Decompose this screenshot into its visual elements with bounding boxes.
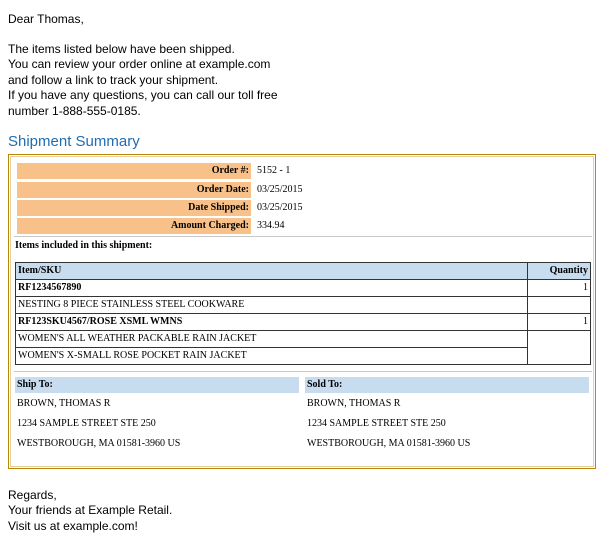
order-number-label: Order #: (17, 163, 251, 179)
item-sku: RF123SKU4567/ROSE XSML WMNS (16, 314, 528, 331)
sold-to-label: Sold To: (305, 377, 589, 393)
order-date-value: 03/25/2015 (257, 184, 303, 195)
item-sku: RF1234567890 (16, 280, 528, 297)
intro-line: number 1-888-555-0185. (8, 103, 141, 118)
ship-to-city: WESTBOROUGH, MA 01581-3960 US (17, 438, 181, 449)
order-number-row (17, 163, 291, 180)
table-row (16, 314, 591, 331)
item-description: WOMEN'S ALL WEATHER PACKABLE RAIN JACKET (16, 331, 528, 348)
intro-line: You can review your order online at example.com (8, 57, 271, 72)
closing-line: Your friends at Example Retail. (8, 503, 173, 518)
divider (14, 236, 592, 237)
ship-to-street: 1234 SAMPLE STREET STE 250 (17, 418, 156, 429)
empty-cell (528, 297, 591, 314)
table-row (16, 297, 591, 314)
table-header-row (16, 263, 591, 280)
greeting: Dear Thomas, (8, 12, 84, 26)
date-shipped-value: 03/25/2015 (257, 202, 303, 213)
divider (14, 371, 592, 372)
ship-to-name: BROWN, THOMAS R (17, 398, 111, 409)
date-shipped-row (17, 200, 303, 217)
item-quantity: 1 (528, 314, 591, 331)
closing-paragraph (8, 488, 172, 534)
ship-to-label: Ship To: (15, 377, 299, 393)
table-row (16, 348, 591, 365)
amount-charged-value: 334.94 (257, 220, 285, 231)
intro-line: and follow a link to track your shipment. (8, 72, 219, 87)
amount-charged-row (17, 218, 285, 235)
amount-charged-label: Amount Charged: (17, 218, 251, 234)
sold-to-block (305, 377, 589, 453)
ship-to-block (15, 377, 299, 453)
shipment-summary-title: Shipment Summary (8, 133, 140, 150)
table-row (16, 331, 591, 348)
order-number-value: 5152 - 1 (257, 165, 291, 176)
intro-line: The items listed below have been shipped. (8, 42, 235, 56)
empty-cell (528, 331, 591, 365)
intro-paragraph (8, 42, 308, 119)
column-header-quantity: Quantity (528, 263, 591, 280)
order-date-label: Order Date: (17, 182, 251, 198)
date-shipped-label: Date Shipped: (17, 200, 251, 216)
table-row (16, 280, 591, 297)
items-caption: Items included in this shipment: (15, 240, 153, 251)
column-header-item-sku: Item/SKU (16, 263, 528, 280)
order-date-row (17, 182, 303, 199)
sold-to-street: 1234 SAMPLE STREET STE 250 (307, 418, 446, 429)
shipment-summary-box (8, 154, 596, 469)
sold-to-city: WESTBOROUGH, MA 01581-3960 US (307, 438, 471, 449)
closing-line: Visit us at example.com! (8, 518, 138, 533)
items-table (15, 262, 591, 365)
item-quantity: 1 (528, 280, 591, 297)
closing-line: Regards, (8, 488, 57, 502)
item-description: NESTING 8 PIECE STAINLESS STEEL COOKWARE (16, 297, 528, 314)
item-description: WOMEN'S X-SMALL ROSE POCKET RAIN JACKET (16, 348, 528, 365)
sold-to-name: BROWN, THOMAS R (307, 398, 401, 409)
intro-line: If you have any questions, you can call our toll free (8, 88, 278, 103)
